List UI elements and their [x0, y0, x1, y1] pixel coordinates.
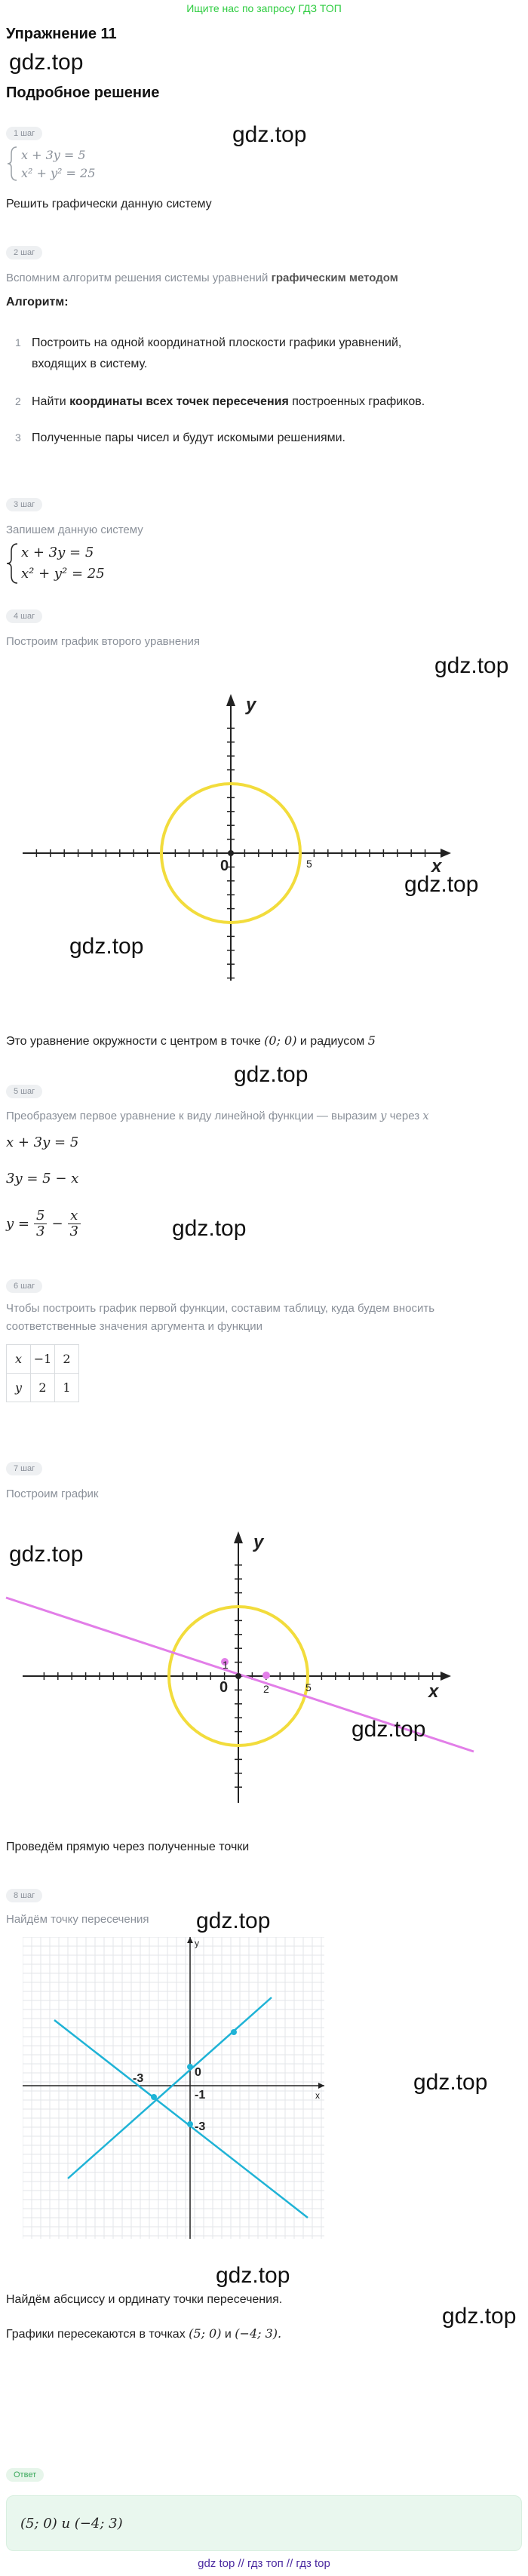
- exercise-title: Упражнение 11: [6, 26, 117, 42]
- origin-label: 0: [219, 1679, 229, 1696]
- step-text: Построим график второго уравнения: [6, 635, 201, 648]
- step-badge: 2 шаг: [6, 246, 42, 259]
- step-text: соответственные значения аргумента и функции: [6, 1320, 262, 1333]
- watermark: gdz.top: [9, 1542, 84, 1567]
- circle-description: Это уравнение окружности с центром в точке (0; 0) и радиусом 5: [6, 1033, 376, 1048]
- system-eq2: x² + y² = 25: [21, 566, 105, 582]
- answer-value: (5; 0) и (−4; 3): [20, 2516, 123, 2531]
- watermark: gdz.top: [351, 1717, 426, 1742]
- equation: x + 3y = 5: [6, 1134, 79, 1150]
- step-badge: 5 шаг: [6, 1085, 42, 1098]
- table-point: [262, 1672, 270, 1679]
- minus-one-label: -1: [195, 2089, 206, 2102]
- solution-heading: Подробное решение: [6, 84, 160, 101]
- x-label: x: [315, 2090, 320, 2101]
- step-text: Построим график: [6, 1488, 99, 1500]
- table-row: x −1 2: [7, 1345, 79, 1374]
- origin-label: 0: [220, 858, 229, 874]
- task-text: Решить графически данную систему: [6, 198, 212, 210]
- watermark: gdz.top: [9, 50, 84, 75]
- watermark: gdz.top: [442, 2304, 517, 2329]
- watermark: gdz.top: [434, 653, 509, 678]
- watermark: gdz.top: [413, 2070, 488, 2095]
- algorithm-item: 3 Полученные пары чисел и будут искомыми решениями.: [15, 431, 345, 444]
- origin-point: [228, 850, 234, 856]
- y-axis-arrow: [187, 1937, 193, 1943]
- five-label: 5: [305, 1681, 312, 1693]
- algorithm-item: 2 Найти координаты всех точек пересечения построенных графиков.: [15, 395, 425, 408]
- origin-label: 0: [195, 2066, 201, 2079]
- origin-point: [235, 1673, 241, 1679]
- minus-three-label: -3: [195, 2120, 206, 2133]
- grid: [23, 1937, 324, 2239]
- x-label: x: [431, 856, 442, 877]
- step-text: Найдём точку пересечения: [6, 1913, 149, 1926]
- step-text: Найдём абсциссу и ординату точки пересечения.: [6, 2293, 283, 2306]
- system-eq2: x² + y² = 25: [21, 166, 96, 180]
- top-banner[interactable]: Ищите нас по запросу ГДЗ ТОП: [186, 2, 342, 14]
- system-brace: [6, 542, 21, 585]
- step-badge: 1 шаг: [6, 127, 42, 140]
- intersection-graph: [23, 1937, 324, 2239]
- intersection-result: Графики пересекаются в точках (5; 0) и (−4; 3).: [6, 2326, 282, 2341]
- answer-badge: Ответ: [6, 2468, 44, 2482]
- answer-box: [6, 2495, 522, 2551]
- x-axis-arrow: [441, 1672, 451, 1681]
- value-table: [6, 1344, 79, 1402]
- two-label: 2: [263, 1683, 269, 1695]
- equation-fraction: y = $\frac{5}{3}$ − $\frac{x}{3}$: [6, 1208, 81, 1239]
- minus-three-label: -3: [133, 2072, 144, 2085]
- algorithm-label: Алгоритм:: [6, 296, 69, 309]
- intersection-point: [187, 2064, 193, 2070]
- watermark: gdz.top: [232, 122, 307, 147]
- circle-and-line-graph: [0, 1509, 528, 1810]
- watermark: gdz.top: [234, 1062, 309, 1087]
- system-brace: [6, 145, 21, 183]
- watermark: gdz.top: [216, 2263, 290, 2288]
- footer-links[interactable]: gdz top // гдз топ // гдз top: [198, 2557, 330, 2570]
- step-badge: 7 шаг: [6, 1462, 42, 1475]
- step-text: Запишем данную систему: [6, 523, 143, 536]
- x-axis-arrow: [441, 849, 451, 858]
- step-badge: 3 шаг: [6, 498, 42, 511]
- step-badge: 6 шаг: [6, 1279, 42, 1293]
- circle-graph: [0, 664, 528, 981]
- y-label: y: [195, 1938, 199, 1948]
- watermark: gdz.top: [69, 934, 144, 959]
- y-label: y: [253, 1532, 264, 1552]
- step-text: Проведём прямую через полученные точки: [6, 1841, 250, 1853]
- algorithm-intro: Вспомним алгоритм решения системы уравнений графическим методом: [6, 272, 398, 284]
- system-eq1: x + 3y = 5: [21, 148, 86, 162]
- y-label: y: [246, 695, 256, 715]
- equation: 3y = 5 − x: [6, 1171, 79, 1187]
- watermark: gdz.top: [404, 872, 479, 897]
- intersection-point: [151, 2094, 157, 2100]
- five-label: 5: [306, 858, 312, 870]
- step-badge: 4 шаг: [6, 609, 42, 623]
- one-label: 1: [223, 1659, 229, 1671]
- y-axis-arrow: [234, 1531, 243, 1543]
- step-badge: 8 шаг: [6, 1889, 42, 1902]
- watermark: gdz.top: [172, 1216, 247, 1241]
- intersection-point: [231, 2029, 237, 2035]
- x-label: x: [428, 1681, 439, 1702]
- line-1: [54, 2020, 308, 2218]
- y-axis-arrow: [226, 694, 235, 706]
- system-eq1: x + 3y = 5: [21, 545, 94, 560]
- table-row: y 2 1: [7, 1374, 79, 1402]
- intersection-point: [187, 2121, 193, 2127]
- step-text: Чтобы построить график первой функции, составим таблицу, куда будем вносить: [6, 1302, 435, 1315]
- line-2: [68, 1997, 272, 2178]
- step-text: Преобразуем первое уравнение к виду линейной функции — выразим y через x: [6, 1109, 429, 1122]
- watermark: gdz.top: [196, 1908, 271, 1933]
- algorithm-item: 1 Построить на одной координатной плоскости графики уравнений, входящих в систему.: [15, 336, 402, 370]
